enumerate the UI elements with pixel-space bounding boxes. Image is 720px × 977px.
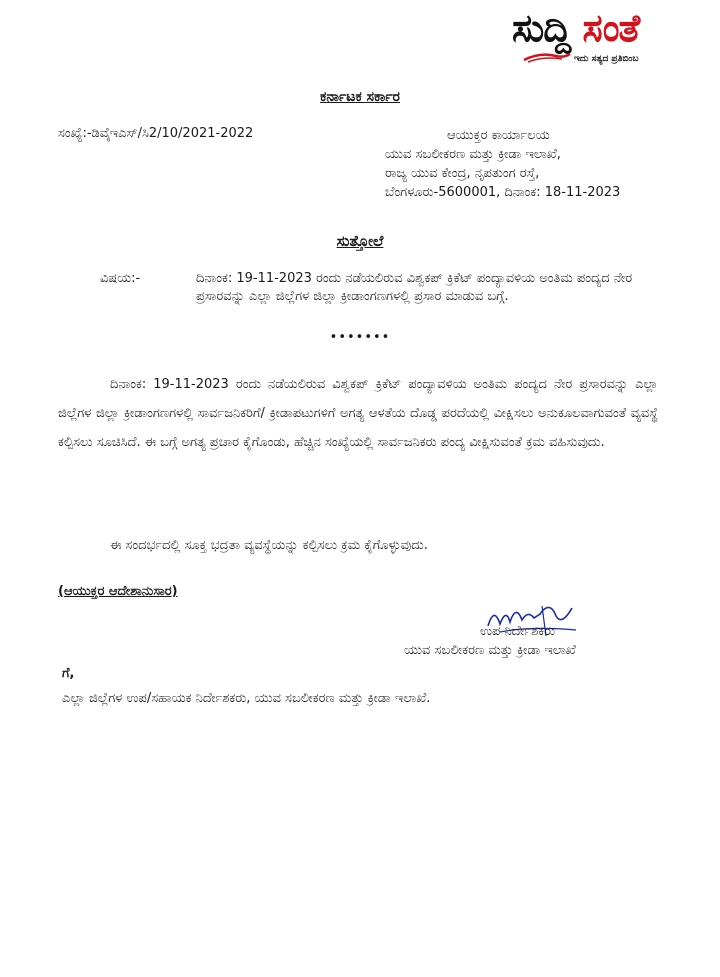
- signatory-title: ಉಪ ನಿರ್ದೇಶಕರು: [480, 624, 556, 639]
- office-line-4: ಬೆಂಗಳೂರು-5600001, ದಿನಾಂಕ: 18-11-2023: [385, 185, 621, 200]
- office-line-1: ಆಯುಕ್ತರ ಕಾರ್ಯಾಲಯ: [447, 128, 550, 143]
- body-paragraph-2: ಈ ಸಂದರ್ಭದಲ್ಲಿ ಸೂಕ್ತ ಭದ್ರತಾ ವ್ಯವಸ್ಥೆಯನ್ನು ಕಲ್ಪಿಸಲು ಕ್ರಮ ಕೈಗೊಳ್ಳುವುದು.: [110, 538, 428, 553]
- body-paragraph-1: ದಿನಾಂಕ: 19-11-2023 ರಂದು ನಡೆಯಲಿರುವ ವಿಶ್ವಕಪ್ ಕ್ರಿಕೆಟ್ ಪಂದ್ಯಾವಳಿಯ ಅಂತಿಮ ಪಂದ್ಯದ ನೇರ ಪ್ರಸಾರವನ್ನು ಎಲ್ಲಾ ಜಿಲ್ಲೆಗಳ ಜಿಲ್ಲಾ ಕ್ರೀಡಾಂಗಣಗಳಲ್ಲಿ ಸಾರ್ವಜನಿಕರಿಗೆ/ ಕ್ರೀಡಾಪಟುಗಳಿಗೆ ಅಗತ್ಯ ಆಳತೆಯ ದೊಡ್ಡ ಪರದೆಯಲ್ಲಿ ವೀಕ್ಷಿಸಲು ಅನುಕೂಲವಾಗುವಂತೆ ವ್ಯವಸ್ಥೆ ಕಲ್ಪಿಸಲು ಸೂಚಿಸಿದೆ. ಈ ಬಗ್ಗೆ ಅಗತ್ಯ ಪ್ರಚಾರ ಕೈಗೊಂಡು, ಹೆಚ್ಚಿನ ಸಂಖ್ಯೆಯಲ್ಲಿ ಸಾರ್ವಜನಿಕರು ಪಂದ್ಯ ವೀಕ್ಷಿಸುವಂತೆ ಕ್ರಮ ವಹಿಸುವುದು.: [58, 377, 658, 450]
- sudhi-sante-logo: [512, 4, 712, 74]
- office-address: [385, 126, 675, 202]
- addressee-text: ಎಲ್ಲಾ ಜಿಲ್ಲೆಗಳ ಉಪ/ಸಹಾಯಕ ನಿರ್ದೇಶಕರು, ಯುವ ಸಬಲೀಕರಣ ಮತ್ತು ಕ್ರೀಡಾ ಇಲಾಖೆ.: [62, 691, 431, 706]
- government-title: ಕರ್ನಾಟಕ ಸರ್ಕಾರ: [320, 89, 400, 105]
- office-line-3: ರಾಜ್ಯ ಯುವ ಕೇಂದ್ರ, ನೃಪತುಂಗ ರಸ್ತೆ,: [385, 166, 540, 181]
- signatory-department: ಯುವ ಸಬಲೀಕರಣ ಮತ್ತು ಕ್ರೀಡಾ ಇಲಾಖೆ: [404, 643, 576, 658]
- reference-number: ಸಂಖ್ಯೆ:-ಡಿವೈಇಎಸ್/ಸಿ2/10/2021-2022: [58, 126, 254, 141]
- logo-swoosh-icon: [522, 50, 572, 64]
- office-line-2: ಯುವ ಸಬಲೀಕರಣ ಮತ್ತು ಕ್ರೀಡಾ ಇಲಾಖೆ,: [385, 147, 561, 162]
- subject-label: ವಿಷಯ:-: [100, 271, 141, 286]
- order-reference: (ಆಯುಕ್ತರ ಆದೇಶಾನುಸಾರ): [58, 584, 178, 599]
- logo-word-1: ಸುದ್ದಿ: [512, 6, 571, 50]
- logo-word-2: ಸಂತೆ: [582, 6, 640, 50]
- subject-text: ದಿನಾಂಕ: 19-11-2023 ರಂದು ನಡೆಯಲಿರುವ ವಿಶ್ವಕಪ್ ಕ್ರಿಕೆಟ್ ಪಂದ್ಯಾವಳಿಯ ಅಂತಿಮ ಪಂದ್ಯದ ನೇರ ಪ್ರಸಾರವನ್ನು ಎಲ್ಲಾ ಜಿಲ್ಲೆಗಳ ಜಿಲ್ಲಾ ಕ್ರೀಡಾಂಗಣಗಳಲ್ಲಿ ಪ್ರಸಾರ ಮಾಡುವ ಬಗ್ಗೆ.: [196, 271, 633, 304]
- logo-wordmark: [512, 4, 639, 52]
- circular-title: ಸುತ್ತೋಲೆ: [336, 232, 384, 250]
- separator: •••••••: [329, 330, 391, 345]
- logo-tagline: ಇದು ಸತ್ಯದ ಪ್ರತಿಬಿಂಬ: [574, 54, 639, 64]
- addressee-label: ಗೆ,: [62, 666, 75, 681]
